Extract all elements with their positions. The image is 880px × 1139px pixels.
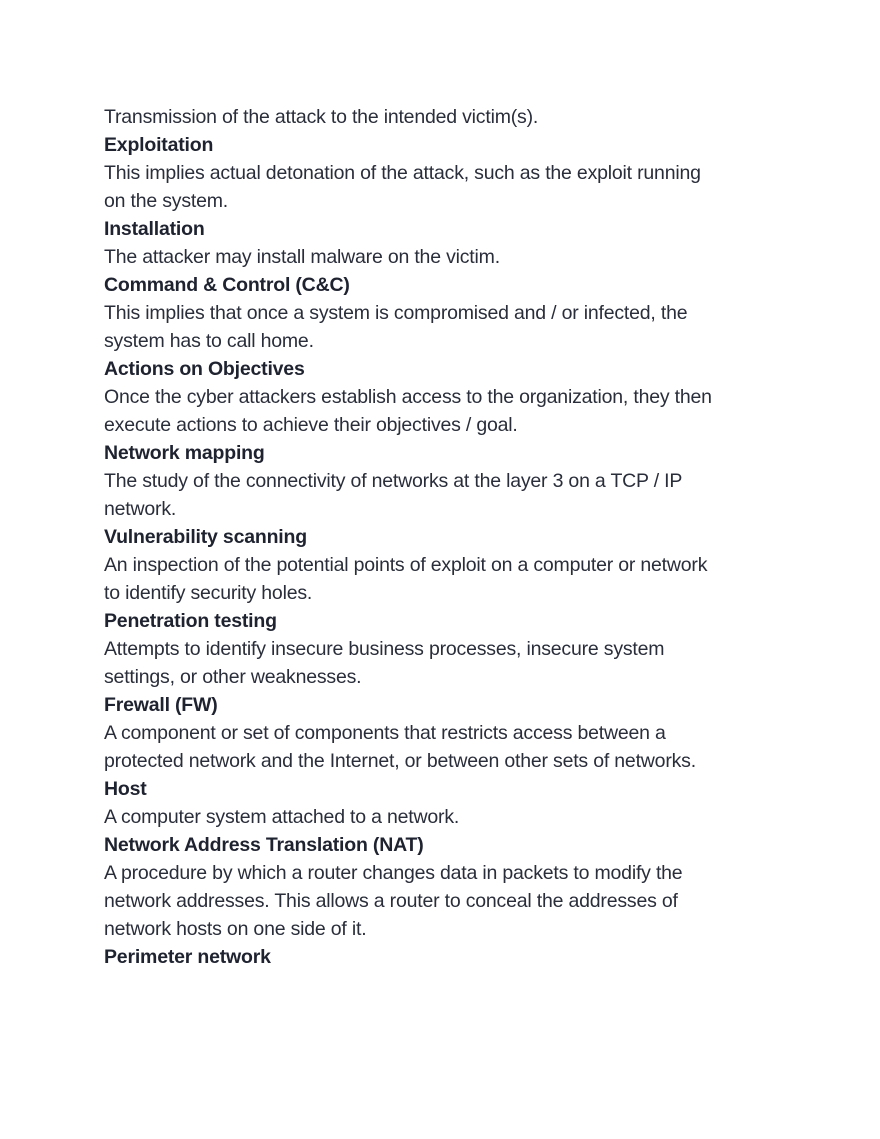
body-text: Once the cyber attackers establish access to the organization, they then — [104, 386, 712, 408]
body-text: Attempts to identify insecure business processes, insecure system — [104, 638, 665, 660]
body-text: execute actions to achieve their objectives / goal. — [104, 414, 518, 436]
term-heading: Frewall (FW) — [104, 694, 218, 716]
body-text: A procedure by which a router changes data in packets to modify the — [104, 862, 683, 884]
body-text: Transmission of the attack to the intended victim(s). — [104, 106, 539, 128]
term-heading: Installation — [104, 218, 205, 240]
body-text: network addresses. This allows a router to conceal the addresses of — [104, 890, 678, 912]
body-text: An inspection of the potential points of exploit on a computer or network — [104, 554, 708, 576]
term-heading: Host — [104, 778, 147, 800]
body-text: protected network and the Internet, or between other sets of networks. — [104, 750, 696, 772]
document-page — [104, 103, 774, 971]
term-heading: Perimeter network — [104, 946, 271, 968]
term-heading: Vulnerability scanning — [104, 526, 307, 548]
body-text: This implies actual detonation of the attack, such as the exploit running — [104, 162, 701, 184]
body-text: on the system. — [104, 190, 229, 212]
body-text: system has to call home. — [104, 330, 314, 352]
term-heading: Penetration testing — [104, 610, 277, 632]
term-heading: Actions on Objectives — [104, 358, 305, 380]
body-text: The attacker may install malware on the victim. — [104, 246, 500, 268]
body-text: A component or set of components that restricts access between a — [104, 722, 666, 744]
term-heading: Exploitation — [104, 134, 214, 156]
term-heading: Command & Control (C&C) — [104, 274, 350, 296]
term-heading: Network mapping — [104, 442, 265, 464]
body-text: The study of the connectivity of networks at the layer 3 on a TCP / IP — [104, 470, 683, 492]
body-text: network. — [104, 498, 177, 520]
body-text: A computer system attached to a network. — [104, 806, 460, 828]
body-text: to identify security holes. — [104, 582, 313, 604]
body-text: network hosts on one side of it. — [104, 918, 367, 940]
body-text: This implies that once a system is compromised and / or infected, the — [104, 302, 688, 324]
term-heading: Network Address Translation (NAT) — [104, 834, 424, 856]
body-text: settings, or other weaknesses. — [104, 666, 362, 688]
